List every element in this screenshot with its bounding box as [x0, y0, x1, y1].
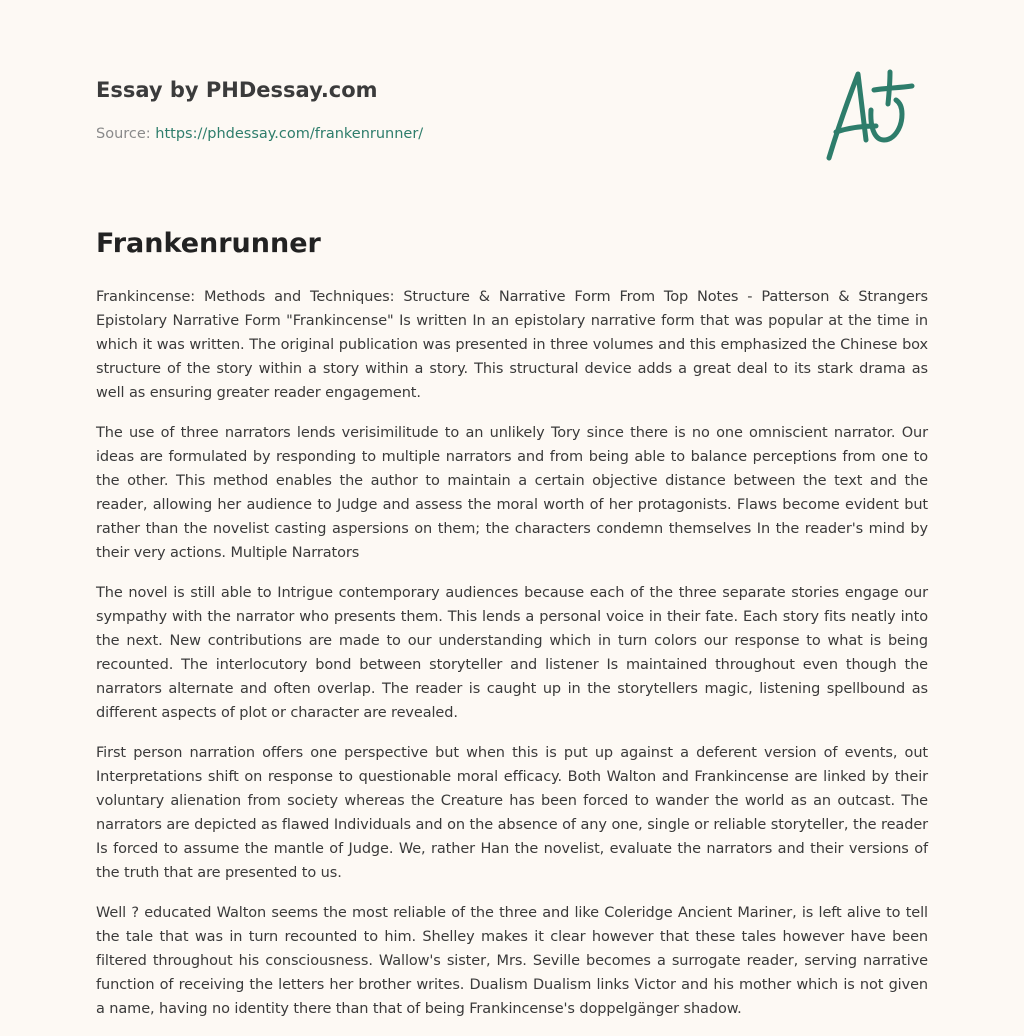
a-plus-grade-icon: [822, 66, 928, 166]
article-paragraph: First person narration offers one perspective but when this is put up against a deferent version of events, out Interpretations shift on response to questionable moral efficacy. Both Walton and Frankincense are linked by their voluntary alienation from society whereas the Creature has been forced to wander the world as an outcast. The narrators are depicted as flawed Individuals and on the absence of any one, single or reliable storyteller, the reader Is forced to assume the mantle of Judge. We, rather Han the novelist, evaluate the narrators and their versions of the truth that are presented to us.: [96, 745, 928, 881]
article-paragraph: Well ? educated Walton seems the most reliable of the three and like Coleridge Ancient Mariner, is left alive to tell the tale that was in turn recounted to him. Shelley makes it clear however that these tales however have been filtered throughout his consciousness. Wallow's sister, Mrs. Seville becomes a surrogate reader, serving narrative function of receiving the letters her brother writes. Dualism Dualism links Victor and his mother which is not given a name, having no identity there than that of being Frankincense's doppelgänger shadow.: [96, 905, 928, 1017]
article-body: [96, 285, 928, 1036]
source-line: [96, 124, 423, 144]
article-paragraph: The use of three narrators lends verisimilitude to an unlikely Tory since there is no one omniscient narrator. Our ideas are formulated by responding to multiple narrators and from being able to balance perceptions from one to the other. This method enables the author to maintain a certain objective distance between the text and the reader, allowing her audience to Judge and assess the moral worth of her protagonists. Flaws become evident but rather than the novelist casting aspersions on them; the characters condemn themselves In the reader's mind by their very actions. Multiple Narrators: [96, 425, 928, 561]
article-paragraph: The novel is still able to Intrigue contemporary audiences because each of the three separate stories engage our sympathy with the narrator who presents them. This lends a personal voice in their fate. Each story fits neatly into the next. New contributions are made to our understanding which in turn colors our response to what is being recounted. The interlocutory bond between storyteller and listener Is maintained throughout even though the narrators alternate and often overlap. The reader is caught up in the storytellers magic, listening spellbound as different aspects of plot or character are revealed.: [96, 585, 928, 721]
source-link[interactable]: https://phdessay.com/frankenrunner/: [155, 126, 424, 142]
article-paragraph: Frankincense: Methods and Techniques: Structure & Narrative Form From Top Notes - Patterson & Strangers Epistolary Narrative Form "Frankincense" Is written In an epistolary narrative form that was popular at the time in which it was written. The original publication was presented in three volumes and this emphasized the Chinese box structure of the story within a story within a story. This structural device adds a great deal to its stark drama as well as ensuring greater reader engagement.: [96, 289, 928, 401]
source-label: Source:: [96, 126, 156, 142]
article-title: Frankenrunner: [96, 228, 321, 259]
site-brand: Essay by PHDessay.com: [96, 78, 378, 102]
